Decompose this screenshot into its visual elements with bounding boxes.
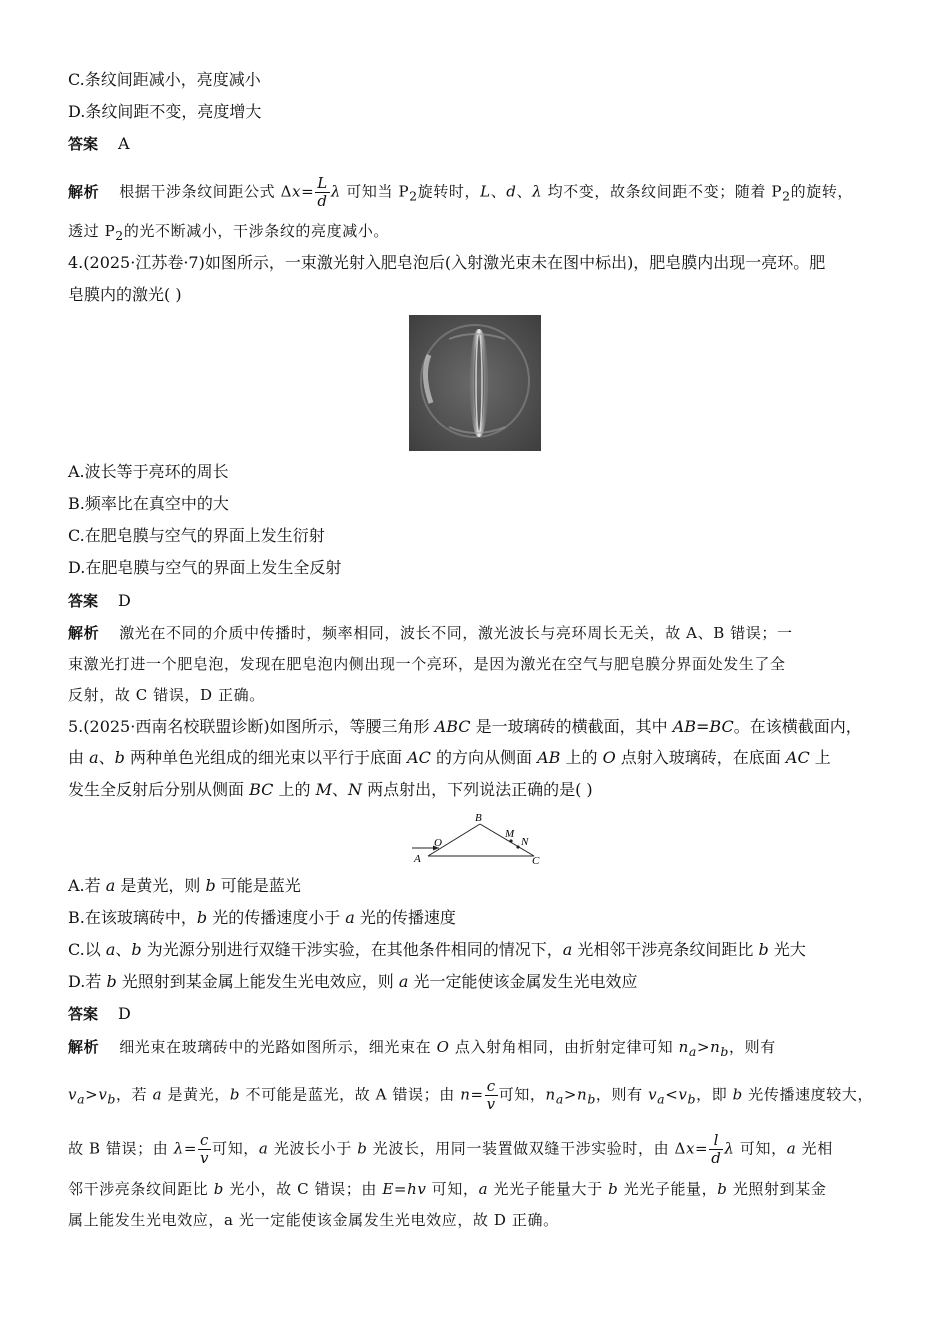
numerator: L xyxy=(317,174,328,192)
subscript: a xyxy=(555,1091,564,1107)
text: 光光子能量， xyxy=(618,1180,718,1198)
label-a: A xyxy=(414,853,421,865)
text: D.若 xyxy=(68,972,107,991)
text: > xyxy=(696,1038,711,1056)
text: 发生全反射后分别从侧面 xyxy=(68,780,250,799)
q4-stem-line-2: 皂膜内的激光( ) xyxy=(68,285,182,304)
subscript: b xyxy=(720,1044,729,1059)
text: AB=BC xyxy=(672,717,734,736)
text: E xyxy=(382,1180,394,1198)
text: x xyxy=(685,1139,696,1158)
numerator: l xyxy=(709,1132,723,1150)
answer-label: 答案 xyxy=(68,592,99,610)
text: b xyxy=(131,940,142,959)
q5-explanation-line-1 xyxy=(68,1036,776,1063)
q5-explanation-line-4 xyxy=(68,1178,826,1200)
text: v xyxy=(68,1085,78,1104)
q5-option-b xyxy=(68,907,456,929)
text: n xyxy=(545,1085,556,1104)
triangle-diagram xyxy=(408,810,548,868)
fraction-l-over-d xyxy=(709,1132,723,1167)
soap-bubble-photo xyxy=(409,315,541,451)
subscript: 2 xyxy=(782,188,791,204)
text: AC xyxy=(407,748,431,767)
text: ，即 xyxy=(696,1085,733,1104)
text: = xyxy=(695,1139,709,1158)
text: = xyxy=(301,182,315,201)
label-m: M xyxy=(505,828,515,840)
text: λ xyxy=(173,1139,184,1158)
text: a xyxy=(152,1085,163,1104)
text: 均不变，故条纹间距不变；随着 P xyxy=(542,182,783,201)
text: 、 xyxy=(516,182,533,201)
subscript: 2 xyxy=(409,188,418,204)
text: 、 xyxy=(98,748,115,767)
answer-value: D xyxy=(118,591,131,610)
fraction-c-over-v xyxy=(485,1078,498,1113)
text: a xyxy=(105,940,116,959)
text: a xyxy=(89,748,99,767)
text: v xyxy=(648,1085,658,1104)
text: 光大 xyxy=(768,940,806,959)
q4-stem-line-1: 4.(2025·江苏卷·7)如图所示，一束激光射入肥皂泡后(入射激光束未在图中标出)，肥皂膜内出现一亮环。肥 xyxy=(68,253,826,272)
subscript: a xyxy=(688,1044,697,1059)
text: 由 xyxy=(68,748,90,767)
subscript: b xyxy=(107,1091,116,1107)
text: 光照射到某金 xyxy=(727,1180,827,1198)
text: a xyxy=(562,940,573,959)
label-b: B xyxy=(475,812,482,824)
text: C.以 xyxy=(68,940,106,959)
text: 光相 xyxy=(796,1139,833,1158)
denominator: v xyxy=(200,1149,210,1167)
text: 细光束在玻璃砖中的光路如图所示，细光束在 xyxy=(119,1038,437,1056)
text: AB xyxy=(537,748,561,767)
q4-option-b: B.频率比在真空中的大 xyxy=(68,494,229,513)
text: 可知， xyxy=(734,1139,787,1158)
text: b xyxy=(213,1180,224,1198)
text: λ xyxy=(532,182,543,201)
text: 点入射角相同，由折射定律可知 xyxy=(449,1038,679,1056)
text: 可知， xyxy=(426,1180,479,1198)
q5-stem-line-3 xyxy=(68,779,593,801)
answer-value: A xyxy=(118,134,130,153)
q5-answer xyxy=(68,1003,131,1025)
subscript: b xyxy=(587,1091,596,1107)
text: 不可能是蓝光，故 A 错误；由 xyxy=(240,1085,461,1104)
q3-answer xyxy=(68,133,130,155)
text: n xyxy=(577,1085,588,1104)
q4-option-d: D.在肥皂膜与空气的界面上发生全反射 xyxy=(68,558,342,577)
text: λ xyxy=(330,182,341,201)
text: ，若 xyxy=(116,1085,153,1104)
q5-option-d xyxy=(68,971,638,993)
text: ABC xyxy=(434,717,471,736)
text: x xyxy=(292,182,302,201)
text: = xyxy=(393,1180,408,1198)
text: a xyxy=(258,1139,269,1158)
q5-option-c xyxy=(68,939,806,961)
subscript: a xyxy=(77,1091,86,1107)
denominator: d xyxy=(317,192,328,210)
text: 。在该横截面内， xyxy=(733,717,862,736)
text: 光相邻干涉亮条纹间距比 xyxy=(572,940,759,959)
text: 光照射到某金属上能发生光电效应，则 xyxy=(116,972,399,991)
q5-explanation-line-3 xyxy=(68,1132,833,1167)
text: a xyxy=(345,908,355,927)
explanation-label: 解析 xyxy=(68,1038,100,1056)
text: B.在该玻璃砖中， xyxy=(68,908,197,927)
text: ，则有 xyxy=(729,1038,776,1056)
answer-label: 答案 xyxy=(68,135,99,153)
q4-explanation-line-2: 束激光打进一个肥皂泡，发现在肥皂泡内侧出现一个亮环，是因为激光在空气与肥皂膜分界面处发生了全 xyxy=(68,655,786,673)
answer-value: D xyxy=(118,1004,131,1023)
q3-explanation-line-1 xyxy=(68,175,853,210)
text: 邻干涉亮条纹间距比 xyxy=(68,1180,214,1198)
fraction-c-over-v xyxy=(198,1132,211,1167)
text: n xyxy=(460,1085,471,1104)
text: 、 xyxy=(331,780,348,799)
text: a xyxy=(478,1180,489,1198)
text: 、 xyxy=(115,940,132,959)
text: < xyxy=(665,1085,679,1104)
text: O xyxy=(602,748,616,767)
text: b xyxy=(229,1085,241,1104)
subscript: b xyxy=(687,1091,697,1107)
label-n: N xyxy=(521,836,529,848)
text: d xyxy=(506,182,517,201)
fraction-l-over-d xyxy=(315,175,330,210)
text: 5.(2025·西南名校联盟诊断)如图所示，等腰三角形 xyxy=(68,717,435,736)
text: 的光不断减小，干涉条纹的亮度减小。 xyxy=(123,222,390,240)
text: AC xyxy=(785,748,810,767)
text: 透过 P xyxy=(68,222,116,240)
q5-stem-line-1 xyxy=(68,716,862,738)
text: 激光在不同的介质中传播时，频率相同，波长不同，激光波长与亮环周长无关，故 A、B 错误；一 xyxy=(119,624,793,642)
text: 可知， xyxy=(212,1139,259,1158)
numerator: c xyxy=(198,1132,211,1150)
text: 根据干涉条纹间距公式 Δ xyxy=(119,182,293,201)
text: O xyxy=(436,1038,450,1056)
text: 两种单色光组成的细光束以平行于底面 xyxy=(124,748,408,767)
text: 上 xyxy=(809,748,831,767)
text: 故 B 错误；由 xyxy=(68,1139,174,1158)
text: b xyxy=(205,876,216,895)
q3-explanation-line-2 xyxy=(68,220,389,247)
text: 为光源分别进行双缝干涉实验，在其他条件相同的情况下， xyxy=(141,940,563,959)
q4-option-c: C.在肥皂膜与空气的界面上发生衍射 xyxy=(68,526,325,545)
q4-option-a: A.波长等于亮环的周长 xyxy=(68,462,229,481)
text: 是黄光，则 xyxy=(115,876,206,895)
point-n xyxy=(516,845,519,848)
explanation-label: 解析 xyxy=(68,624,100,642)
text: M xyxy=(315,780,332,799)
text: b xyxy=(357,1139,368,1158)
q5-explanation-line-2 xyxy=(68,1078,873,1113)
text: a xyxy=(105,876,116,895)
q4-explanation-line-3: 反射，故 C 错误，D 正确。 xyxy=(68,686,265,704)
text: BC xyxy=(249,780,274,799)
numerator: c xyxy=(485,1078,498,1096)
text: n xyxy=(710,1038,721,1056)
text: 光的传播速度 xyxy=(354,908,456,927)
q5-option-a xyxy=(68,875,301,897)
text: A.若 xyxy=(68,876,106,895)
q4-answer xyxy=(68,590,131,612)
text: 可能是蓝光 xyxy=(215,876,301,895)
text: 是黄光， xyxy=(162,1085,230,1104)
text: λ xyxy=(724,1139,735,1158)
text: 、 xyxy=(490,182,507,201)
text: b xyxy=(717,1180,728,1198)
text: 光波长小于 xyxy=(268,1139,358,1158)
text: 上的 xyxy=(273,780,316,799)
text: 点射入玻璃砖，在底面 xyxy=(615,748,786,767)
text: > xyxy=(85,1085,99,1104)
text: > xyxy=(563,1085,578,1104)
text: = xyxy=(470,1085,484,1104)
denominator: d xyxy=(711,1149,722,1167)
text: 可知当 P xyxy=(340,182,410,201)
text: = xyxy=(183,1139,198,1158)
q5-stem-line-2 xyxy=(68,747,831,769)
text: n xyxy=(678,1038,689,1056)
subscript: a xyxy=(657,1091,666,1107)
text: 是一玻璃砖的横截面，其中 xyxy=(470,717,673,736)
text: 旋转时， xyxy=(417,182,481,201)
q4-explanation-line-1 xyxy=(68,622,793,644)
label-o: O xyxy=(434,837,442,849)
q5-explanation-line-5: 属上能发生光电效应，a 光一定能使该金属发生光电效应，故 D 正确。 xyxy=(68,1211,559,1229)
text: 可知， xyxy=(498,1085,546,1104)
text: b xyxy=(732,1085,743,1104)
text: 光光子能量大于 xyxy=(488,1180,609,1198)
text: v xyxy=(678,1085,688,1104)
text: L xyxy=(480,182,491,201)
text: 光的传播速度小于 xyxy=(207,908,346,927)
text: b xyxy=(758,940,769,959)
text: 的方向从侧面 xyxy=(430,748,538,767)
q3-option-d: D.条纹间距不变，亮度增大 xyxy=(68,102,262,121)
text: v xyxy=(98,1085,108,1104)
subscript: 2 xyxy=(115,228,124,243)
text: a xyxy=(786,1139,797,1158)
denominator: v xyxy=(486,1095,496,1113)
text: 的旋转， xyxy=(790,182,854,201)
text: hv xyxy=(407,1180,427,1198)
text: b xyxy=(106,972,117,991)
text: N xyxy=(347,780,362,799)
text: 光波长，用同一装置做双缝干涉实验时，由 Δ xyxy=(367,1139,686,1158)
text: 光一定能使该金属发生光电效应 xyxy=(408,972,638,991)
text: b xyxy=(196,908,208,927)
text: 上的 xyxy=(560,748,603,767)
text: 光传播速度较大， xyxy=(742,1085,874,1104)
text: 光小，故 C 错误；由 xyxy=(223,1180,383,1198)
explanation-label: 解析 xyxy=(68,182,100,201)
text: a xyxy=(398,972,409,991)
text: ，则有 xyxy=(595,1085,649,1104)
answer-label: 答案 xyxy=(68,1005,99,1023)
text: 两点射出，下列说法正确的是( ) xyxy=(361,780,593,799)
text: b xyxy=(114,748,125,767)
label-c: C xyxy=(532,855,540,867)
text: b xyxy=(608,1180,619,1198)
q3-option-c: C.条纹间距减小，亮度减小 xyxy=(68,70,261,89)
